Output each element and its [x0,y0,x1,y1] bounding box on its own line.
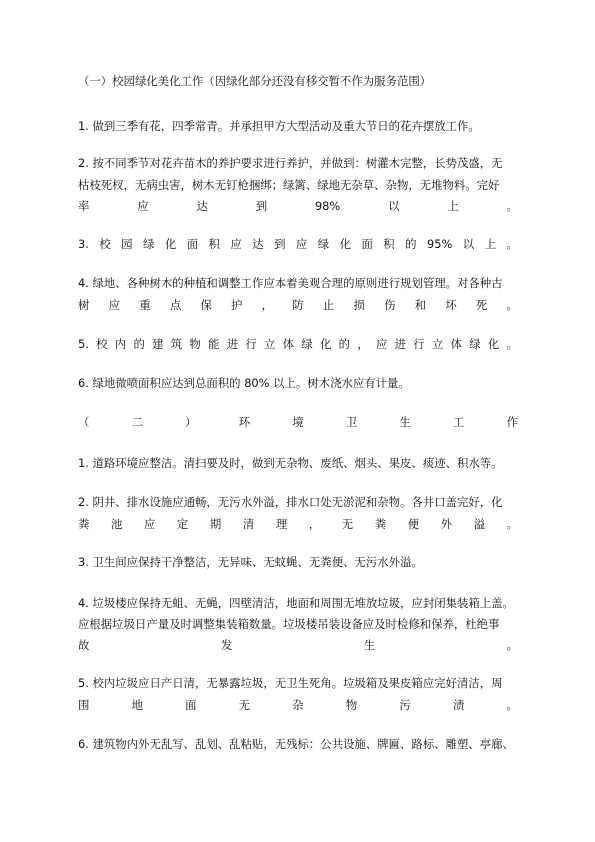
section-2-item-2-line-1: 2. 阴井、排水设施应通畅，无污水外溢，排水口处无淤泥和杂物。各井口盖完好，化 [78,495,503,509]
text-token: 。 [506,237,518,251]
text-token: 树 [78,298,90,312]
text-token: 重 [139,298,151,312]
text-token: 98% [314,199,341,213]
text-token: 杂 [292,698,304,712]
text-token: 绿 [301,337,313,351]
text-token: 绿 [469,337,481,351]
text-token: 建 [152,337,164,351]
text-token: 内 [114,337,127,351]
text-token: 上 [484,237,496,251]
section-2-item-5-line-2 [78,698,518,712]
text-token: 故 [78,638,90,652]
section-2-item-4-line-2: 应根据垃圾日产量及时调整集装箱数量。垃圾楼吊装设备应及时检修和保养，杜绝事 [78,617,500,631]
text-token: 理 [275,517,288,531]
section-2-item-1: 1. 道路环境应整洁。清扫要及时，做到无杂物、废纸、烟头、果皮、痰迹、积水等。 [78,456,503,470]
section-2-item-3: 3. 卫生间应保持干净整洁，无异味、无蚊蝇、无粪便、无污水外溢。 [78,555,423,569]
text-token: 面 [186,237,199,251]
text-token: 点 [169,298,182,312]
text-token: 。 [506,638,518,652]
section-1-item-5 [78,337,518,351]
text-token: 环 [238,415,251,429]
section-2-item-6: 6. 建筑物内外无乱写、乱划、乱粘贴，无残标：公共设施、牌匾、路标、雕塑、亭廊、 [78,737,514,751]
section-1-item-4-line-2 [78,298,518,312]
section-2-item-2-line-2 [78,517,518,531]
text-token: 上 [447,199,459,213]
text-token: 应 [230,237,242,251]
text-token: 卫 [345,415,358,429]
text-token: 。 [506,337,518,351]
text-token: 物 [189,337,201,351]
section-1-item-2-line-1: 2. 按不同季节对花卉苗木的养护要求进行养护，并做到：树灌木完整，长势茂盛，无 [78,156,503,170]
section-1-item-6: 6. 绿地微喷面积应达到总面积的 80% 以上。树木浇水应有计量。 [78,376,410,390]
text-token: 无 [341,517,354,531]
text-token: 。 [506,517,518,531]
text-token: 进 [394,337,407,351]
text-token: 死 [475,298,488,312]
text-token: 立 [264,337,276,351]
text-token: 能 [208,337,220,351]
text-token: 损 [353,298,365,312]
text-token: 便 [407,517,420,531]
text-token: 境 [292,415,304,429]
text-token: 化 [339,237,351,251]
text-token: 防 [292,298,304,312]
text-token: 应 [137,199,149,213]
section-1-heading: （一）校园绿化美化工作（因绿化部分还没有移交暂不作为服务范围） [78,74,432,88]
text-token: 面 [185,698,197,712]
text-token: 率 [78,199,90,213]
text-token: 发 [220,638,233,652]
text-token: 粪 [374,517,387,531]
text-token: 园 [121,237,133,251]
text-token: 清 [242,517,255,531]
text-token: 校 [99,237,111,251]
text-token: 定 [176,517,189,531]
text-token: 污 [399,698,411,712]
text-token: 95% [426,237,453,251]
text-token: 止 [322,298,335,312]
text-token: 工 [452,415,465,429]
text-token: ， [357,337,369,351]
text-token: 体 [450,337,462,351]
text-token: 绿 [317,237,330,251]
text-token: 外 [440,517,453,531]
section-1-item-3 [78,237,518,251]
text-token: （ [78,415,90,429]
text-token: 应 [143,517,156,531]
section-1-item-2-line-3 [78,199,518,213]
text-token: 行 [413,337,425,351]
text-token: 化 [164,237,177,251]
text-token: ， [261,298,274,312]
text-token: 应 [375,337,388,351]
text-token: 二 [131,415,143,429]
text-token: 渍 [452,698,465,712]
text-token: 以 [388,199,400,213]
text-token: 伤 [384,298,396,312]
text-token: 溢 [473,517,486,531]
text-token: 物 [345,698,358,712]
text-token: 3. [78,237,89,251]
text-token: 。 [506,298,518,312]
text-token: 校 [96,337,108,351]
text-token: 筑 [170,337,183,351]
text-token: 期 [209,517,222,531]
text-token: 应 [295,237,308,251]
text-token: 的 [133,337,145,351]
text-token: 达 [252,237,264,251]
text-token: 化 [487,337,500,351]
text-token: 5. [78,337,89,351]
text-token: 地 [131,698,143,712]
text-token: 围 [78,698,90,712]
text-token: 的 [405,237,417,251]
text-token: 生 [399,415,411,429]
text-token: 无 [238,698,251,712]
text-token: 保 [200,298,212,312]
text-token: 粪 [78,517,90,531]
section-2-heading [78,415,518,429]
text-token: ） [185,415,197,429]
text-token: ， [308,517,321,531]
text-token: 坏 [445,298,457,312]
text-token: 到 [255,199,268,213]
section-2-item-4-line-1: 4. 垃圾楼应保持无蛆、无蝇，四壁清洁，地面和周围无堆放垃圾，应封闭集装箱上盖。 [78,596,514,610]
text-token: 积 [383,237,395,251]
text-token: 达 [196,199,208,213]
text-token: 立 [431,337,444,351]
section-2-item-5-line-1: 5. 校内垃圾应日产日清，无暴露垃圾，无卫生死角。垃圾箱及果皮箱应完好清洁，周 [78,676,503,690]
text-token: 应 [108,298,121,312]
text-token: 积 [208,237,220,251]
text-token: 化 [320,337,332,351]
text-token: 以 [462,237,475,251]
text-token: 到 [274,237,286,251]
section-2-item-4-line-3 [78,638,518,652]
text-token: 和 [414,298,427,312]
text-token: 。 [506,698,518,712]
text-token: 。 [506,199,518,213]
text-token: 的 [338,337,351,351]
section-1-item-2-line-2: 枯枝死杈，无病虫害，树木无钉枪捆绑；绿篱、绿地无杂草、杂物，无堆物料。完好 [78,178,500,192]
text-token: 池 [110,517,123,531]
text-token: 作 [506,415,518,429]
section-1-item-1: 1. 做到三季有花，四季常青。并承担甲方大型活动及重大节日的花卉摆放工作。 [78,119,480,133]
text-token: 行 [245,337,257,351]
text-token: 体 [282,337,295,351]
text-token: 护 [231,298,243,312]
text-token: 生 [363,638,376,652]
text-token: 进 [226,337,239,351]
section-1-item-4-line-1: 4. 绿地、各种树木的种植和调整工作应本着美观合理的原则进行规划管理。对各种古 [78,276,503,290]
text-token: 面 [361,237,373,251]
text-token: 绿 [143,237,155,251]
